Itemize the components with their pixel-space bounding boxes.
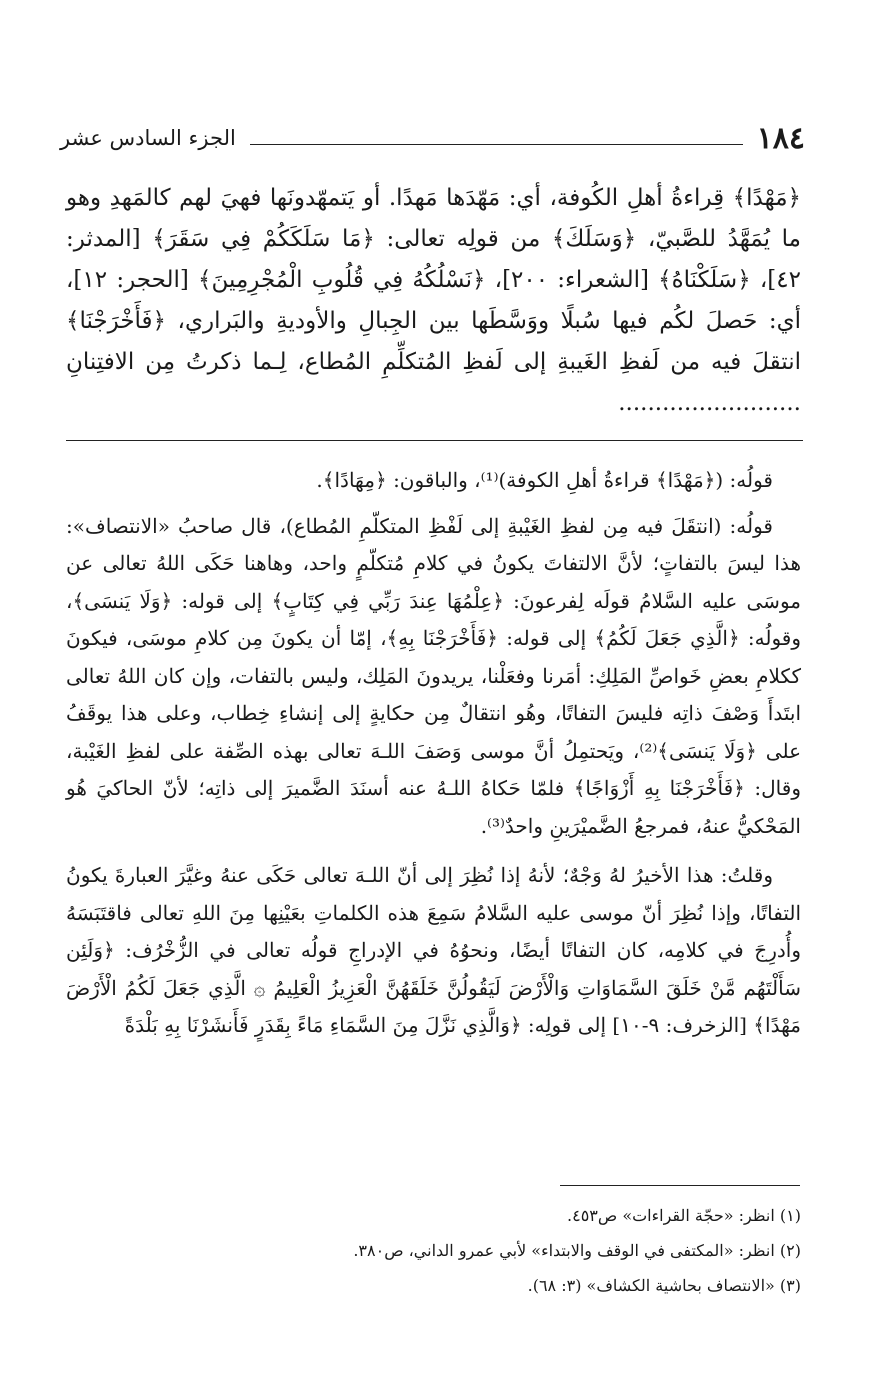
commentary <box>66 462 801 1057</box>
page-header <box>60 118 805 158</box>
main-text-body: ﴿مَهْدًا﴾ قِراءةُ أهلِ الكُوفة، أي: مَهّدَها مَهدًا. أو يَتمهّدونَها فهيَ لهم كالمَهدِ وهو ما يُمَهَّدُ للصَّبيّ، ﴿وَسَلَكَ﴾ من قولِه تعالى: ﴿مَا سَلَكَكُمْ فِي سَقَرَ﴾ [المدثر: ٤٢]، ﴿سَلَكْنَاهُ﴾ [الشعراء: ٢٠٠]، ﴿نَسْلُكُهُ فِي قُلُوبِ الْمُجْرِمِينَ﴾ [الحجر: ١٢]، أي: حَصلَ لكُم فيها سُبلًا ووَسَّطَها بين الجِبالِ والأوديةِ والبَراري، ﴿فَأَخْرَجْنَا﴾ انتقلَ فيه من لَفظِ الغَيبةِ إلى لَفظِ المُتكلِّمِ المُطاع، لِـما ذكرتُ مِن الافتِنانِ <box>66 185 801 375</box>
footnote-3: (٣) «الانتصاف بحاشية الكشاف» (٣: ٦٨). <box>527 1276 801 1295</box>
header-rule <box>250 144 743 145</box>
commentary-paragraph-3: وقلتُ: هذا الأخيرُ لهُ وَجْهٌ؛ لأنهُ إذا نُظِرَ إلى أنّ اللـهَ تعالى حَكَى عنهُ وغيَّرَ العبارةَ يكونُ التفاتًا، وإذا نُظِرَ أنّ موسى عليه السَّلامُ سَمِعَ هذه الكلماتِ بعَيْنِها مِنَ اللهِ تعالى فاقتَبَسَهُ وأُدرِجَ في كلامِه، كان التفاتًا أيضًا، ونحوُهُ في الإدراجِ قولُه تعالى في الزُّخْرُف: ﴿وَلَئِن سَأَلْتَهُم مَّنْ خَلَقَ السَّمَاوَاتِ وَالْأَرْضَ لَيَقُولُنَّ خَلَقَهُنَّ الْعَزِيزُ الْعَلِيمُ ۞ الَّذِي جَعَلَ لَكُمُ الْأَرْضَ مَهْدًا﴾ [الزخرف: ٩-١٠] إلى قولِه: ﴿وَالَّذِي نَزَّلَ مِنَ السَّمَاءِ مَاءً بِقَدَرٍ فَأَنشَرْنَا بِهِ بَلْدَةً <box>66 863 801 1037</box>
main-text-ellipsis: ......................... <box>618 390 801 416</box>
page-number: ١٨٤ <box>756 120 805 156</box>
commentary-paragraph-2: قولُه: (انتقَلَ فيه مِن لفظِ الغَيْبةِ إلى لَفْظِ المتكلّمِ المُطاع)، قال صاحبُ «الانتصاف»: هذا ليسَ بالتفاتٍ؛ لأنَّ الالتفاتَ يكونُ في كلامِ مُتكلّمٍ واحد، وهاهنا حَكَى اللهُ تعالى عن موسَى عليه السَّلامُ قولَه لِفرعونَ: ﴿عِلْمُهَا عِندَ رَبِّي فِي كِتَابٍ﴾ إلى قوله: ﴿وَلَا يَنسَى﴾، وقولُه: ﴿الَّذِي جَعَلَ لَكُمُ﴾ إلى قوله: ﴿فَأَخْرَجْنَا بِهِ﴾، إمّا أن يكونَ مِن كلامِ موسَى، فيكونَ ككلامِ بعضِ خَواصِّ المَلِكِ: أمَرنا وفعَلْنا، يريدونَ المَلِك، وليس بالتفات، وإن كان اللهُ تعالى ابتَدأَ وَصْفَ ذاتِه فليسَ التفاتًا، وهُو انتقالٌ مِن حكايةٍ إلى إنشاءِ خِطاب، وعلى هذا يوقَفُ على ﴿وَلَا يَنسَى﴾⁽²⁾، ويَحتمِلُ أنَّ موسى وَصَفَ اللـهَ تعالى بهذه الصِّفة على لفظِ الغَيْبة، وقال: ﴿فَأَخْرَجْنَا بِهِ أَزْوَاجًا﴾ فلمّا حَكاهُ اللـهُ عنه أسنَدَ الضَّميرَ إلى ذاتِه؛ لأنّ الحاكيَ هُو المَحْكيُّ عنهُ، فمرجعُ الضَّميْرَينِ واحدٌ⁽³⁾. <box>66 513 802 838</box>
main-text <box>66 178 801 424</box>
running-title: الجزء السادس عشر <box>60 126 236 150</box>
section-divider <box>66 440 803 441</box>
footnote-rule <box>560 1185 800 1186</box>
footnotes <box>66 1198 801 1303</box>
footnote-2: (٢) انظر: «المكتفى في الوقف والابتداء» لأبي عمرو الداني، ص٣٨٠. <box>353 1241 801 1260</box>
footnote-1: (١) انظر: «حجّة القراءات» ص٤٥٣. <box>567 1206 801 1225</box>
commentary-paragraph-1: قولُه: (﴿مَهْدًا﴾ قراءةُ أهلِ الكوفة)⁽¹⁾، والباقون: ﴿مِهَادًا﴾. <box>316 468 773 492</box>
